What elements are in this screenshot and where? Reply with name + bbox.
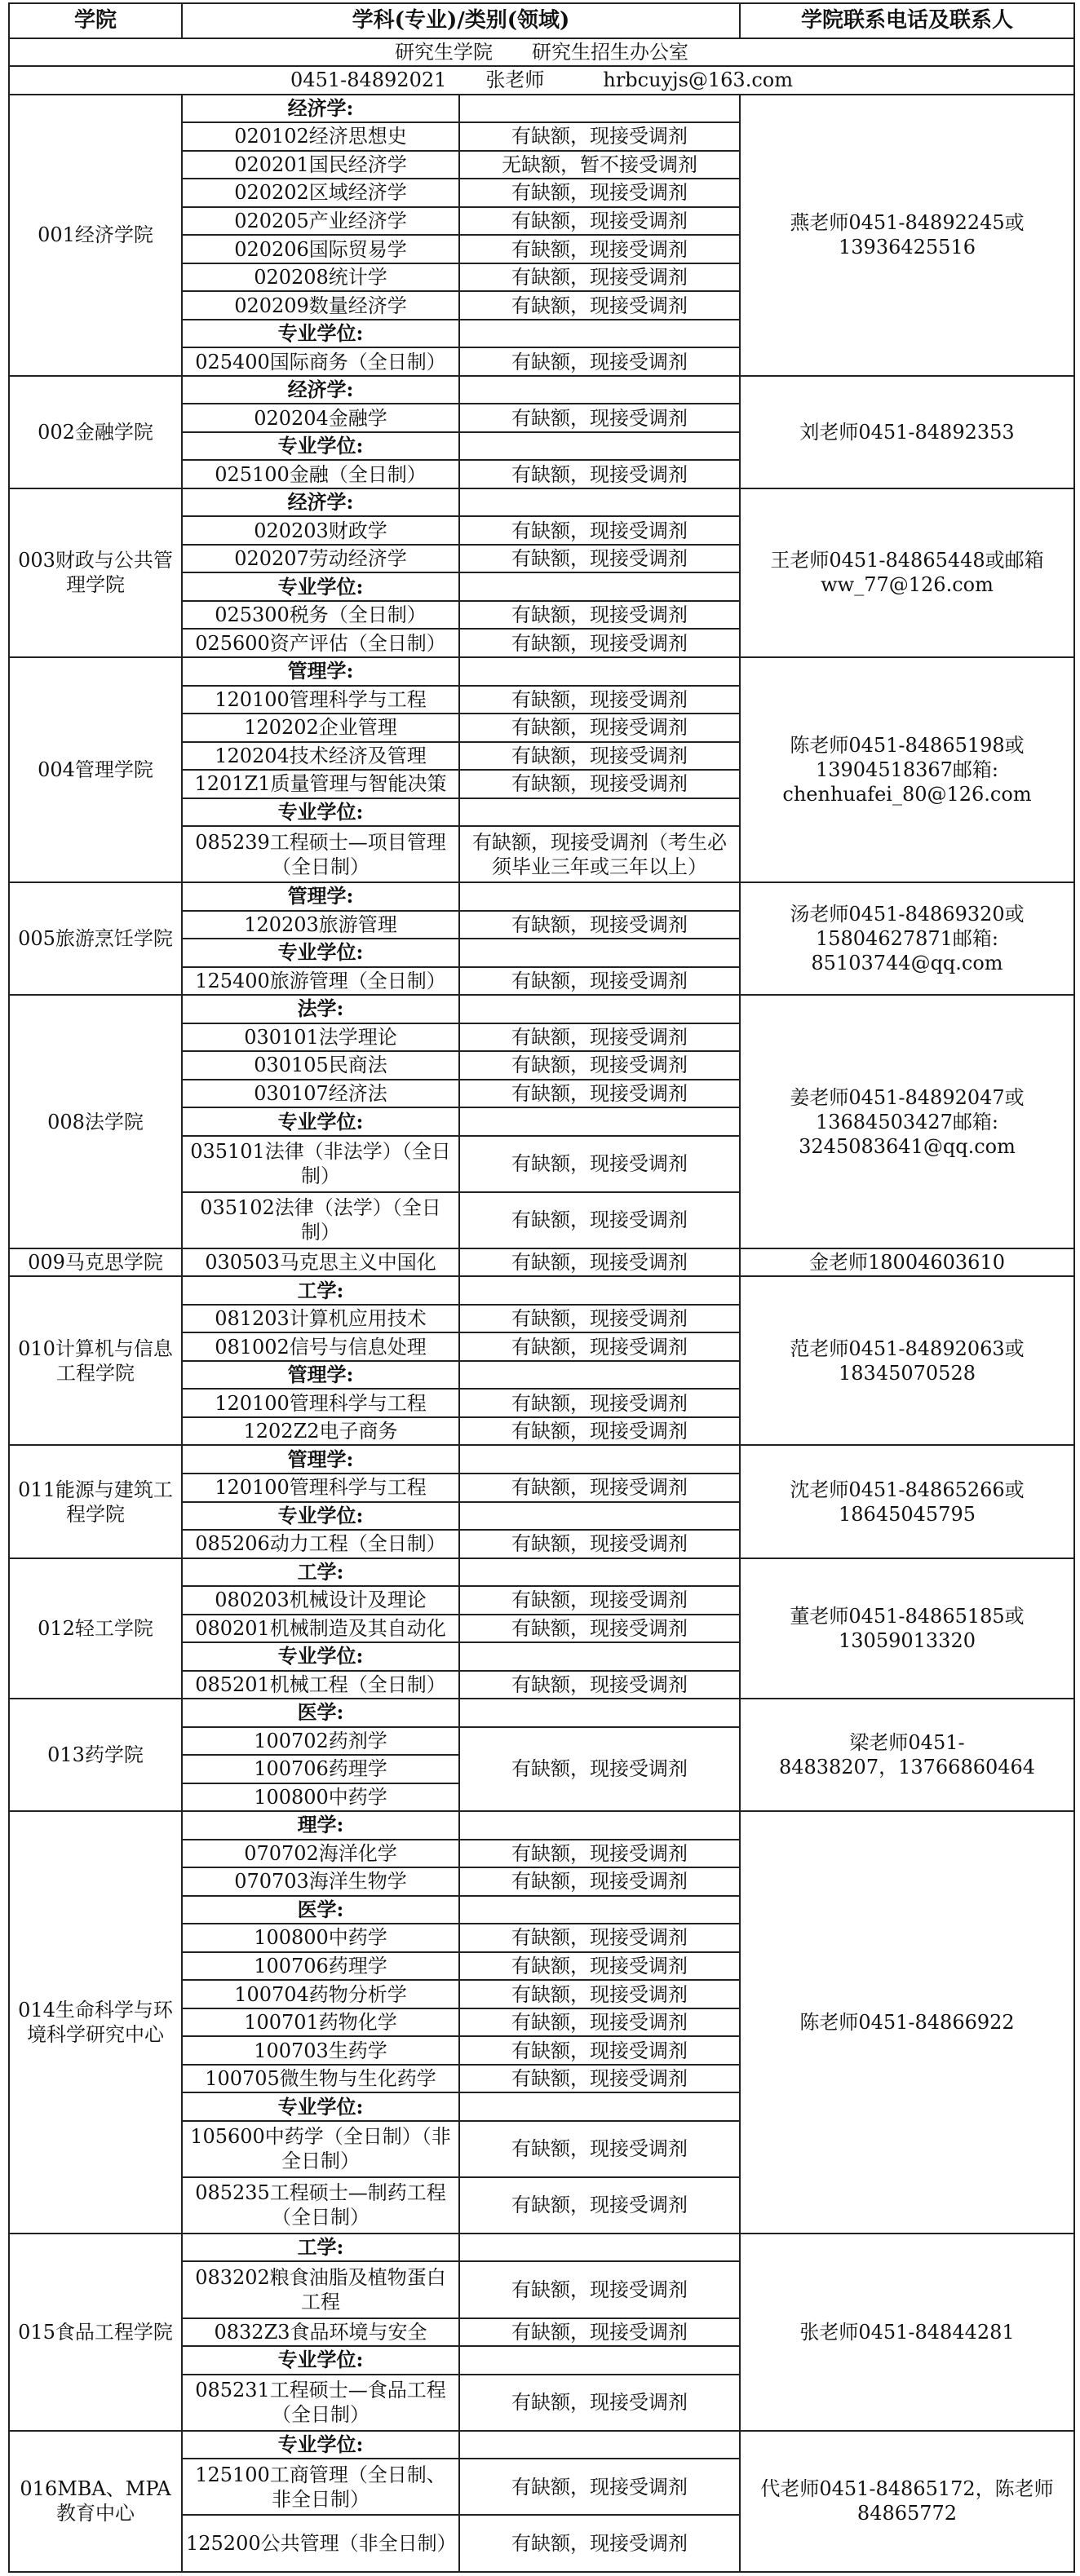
status-cell: 有缺额，现接受调剂: [459, 516, 740, 545]
status-cell: 有缺额，现接受调剂: [459, 967, 740, 996]
category-label: 专业学位:: [182, 572, 459, 601]
status-cell: 有缺额，现接受调剂: [459, 1867, 740, 1896]
category-label: 专业学位:: [182, 2431, 459, 2459]
category-label: 专业学位:: [182, 432, 459, 461]
category-label: 工学:: [182, 1276, 459, 1305]
category-label: 医学:: [182, 1896, 459, 1924]
contact-line: 汤老师0451-84869320或: [790, 903, 1025, 926]
status-empty: [459, 1445, 740, 1474]
status-cell: 有缺额，现接受调剂: [459, 1051, 740, 1080]
status-cell: 有缺额，现接受调剂: [459, 179, 740, 207]
program-label: 030101法学理论: [182, 1023, 459, 1052]
status-empty: [459, 657, 740, 686]
program-row: [9, 1248, 1074, 1277]
status-cell: 有缺额，现接受调剂: [459, 1023, 740, 1052]
status-cell: 有缺额，现接受调剂: [459, 2318, 740, 2347]
program-label: 120100管理科学与工程: [182, 1389, 459, 1417]
program-label: 1202Z2电子商务: [182, 1417, 459, 1446]
program-label: 030503马克思主义中国化: [182, 1248, 459, 1277]
header-subject: 学科(专业)/类别(领域): [182, 3, 740, 38]
program-label: 100701药物化学: [182, 2008, 459, 2037]
program-label: 085235工程硕士—制药工程（全日制）: [182, 2177, 459, 2234]
program-label: 125100工商管理（全日制、非全日制）: [182, 2459, 459, 2515]
status-cell: 有缺额，现接受调剂: [459, 1080, 740, 1108]
status-cell: 有缺额，现接受调剂: [459, 1980, 740, 2008]
status-cell: 有缺额，现接受调剂: [459, 263, 740, 292]
college-name: 008法学院: [9, 995, 182, 1248]
category-row: [9, 882, 1074, 911]
category-row: [9, 1445, 1074, 1474]
office-row-1: [9, 38, 1074, 67]
contact-info: [740, 1811, 1074, 2234]
status-empty: [459, 376, 740, 404]
status-cell: 有缺额，现接受调剂: [459, 1474, 740, 1502]
contact-info: [740, 2234, 1074, 2431]
status-empty: [459, 95, 740, 123]
contact-line: 沈老师0451-84865266或: [790, 1478, 1025, 1501]
category-label: 工学:: [182, 2234, 459, 2262]
program-label: 105600中药学（全日制）（非全日制）: [182, 2121, 459, 2177]
program-label: 120203旅游管理: [182, 911, 459, 939]
contact-line: 代老师0451-84865172，陈老师: [760, 2477, 1054, 2501]
status-cell: 有缺额，现接受调剂: [459, 404, 740, 432]
program-label: 070703海洋生物学: [182, 1867, 459, 1896]
program-label: 085201机械工程（全日制）: [182, 1671, 459, 1699]
contact-line: 姜老师0451-84892047或: [790, 1085, 1025, 1109]
contact-info: [740, 1699, 1074, 1811]
contact-line: 85103744@qq.com: [811, 952, 1003, 975]
college-name: 004管理学院: [9, 657, 182, 882]
contact-info: [740, 1248, 1074, 1277]
contact-info: [740, 1445, 1074, 1558]
status-empty: [459, 995, 740, 1023]
contact-info: [740, 376, 1074, 488]
status-cell: 有缺额，现接受调剂: [459, 1671, 740, 1699]
program-label: 083202粮食油脂及植物蛋白工程: [182, 2261, 459, 2318]
contact-line: 18645045795: [839, 1502, 976, 1526]
program-label: 125400旅游管理（全日制）: [182, 967, 459, 996]
status-cell: 有缺额，现接受调剂: [459, 1136, 740, 1192]
college-name: 015食品工程学院: [9, 2234, 182, 2431]
status-cell: 有缺额，现接受调剂: [459, 2065, 740, 2093]
college-name: 012轻工学院: [9, 1558, 182, 1699]
contact-line: 范老师0451-84892063或: [790, 1337, 1025, 1360]
category-label: 管理学:: [182, 1361, 459, 1390]
program-label: 120202企业管理: [182, 714, 459, 742]
contact-info: [740, 882, 1074, 995]
status-cell: 有缺额，现接受调剂: [459, 545, 740, 573]
program-label: 020201国民经济学: [182, 151, 459, 179]
program-label: 100800中药学: [182, 1924, 459, 1952]
contact-info: [740, 1558, 1074, 1699]
contact-line: 3245083641@qq.com: [799, 1134, 1016, 1158]
status-cell: 无缺额，暂不接受调剂: [459, 151, 740, 179]
category-label: 理学:: [182, 1811, 459, 1840]
status-cell: 有缺额，现接受调剂: [459, 2261, 740, 2318]
college-name: 005旅游烹饪学院: [9, 882, 182, 995]
program-label: 100704药物分析学: [182, 1980, 459, 2008]
contact-line: 刘老师0451-84892353: [799, 420, 1015, 444]
status-cell: 有缺额，现接受调剂: [459, 1586, 740, 1615]
contact-info: [740, 995, 1074, 1248]
status-cell: 有缺额，现接受调剂: [459, 2008, 740, 2037]
office-row-2: [9, 66, 1074, 95]
college-name: 002金融学院: [9, 376, 182, 488]
category-label: 专业学位:: [182, 939, 459, 967]
status-empty: [459, 939, 740, 967]
status-cell: 有缺额，现接受调剂: [459, 714, 740, 742]
category-label: 专业学位:: [182, 1107, 459, 1136]
program-label: 081002信号与信息处理: [182, 1332, 459, 1361]
program-label: 020208统计学: [182, 263, 459, 292]
category-label: 医学:: [182, 1699, 459, 1727]
program-label: 020205产业经济学: [182, 207, 459, 236]
contact-line: 张老师0451-84844281: [799, 2320, 1015, 2344]
program-label: 120100管理科学与工程: [182, 1474, 459, 1502]
program-label: 100703生药学: [182, 2036, 459, 2065]
status-cell: 有缺额，现接受调剂: [459, 1305, 740, 1333]
status-cell: 有缺额，现接受调剂: [459, 1389, 740, 1417]
status-empty: [459, 1699, 740, 1727]
status-empty: [459, 2431, 740, 2459]
status-empty: [459, 798, 740, 827]
status-empty: [459, 1276, 740, 1305]
status-empty: [459, 320, 740, 348]
status-cell: 有缺额，现接受调剂: [459, 1924, 740, 1952]
category-row: [9, 1811, 1074, 1840]
category-label: 专业学位:: [182, 320, 459, 348]
category-row: [9, 1276, 1074, 1305]
program-label: 085231工程硕士—食品工程（全日制）: [182, 2375, 459, 2431]
category-row: [9, 995, 1074, 1023]
category-row: [9, 95, 1074, 123]
college-name: 011能源与建筑工程学院: [9, 1445, 182, 1558]
category-label: 管理学:: [182, 657, 459, 686]
status-cell: 有缺额，现接受调剂: [459, 235, 740, 263]
status-cell: 有缺额，现接受调剂: [459, 742, 740, 771]
college-name: 014生命科学与环境科学研究中心: [9, 1811, 182, 2234]
program-label: 020209数量经济学: [182, 291, 459, 320]
status-empty: [459, 2346, 740, 2375]
category-label: 管理学:: [182, 1445, 459, 1474]
status-cell: 有缺额，现接受调剂: [459, 1840, 740, 1868]
category-row: [9, 1699, 1074, 1727]
contact-info: [740, 1276, 1074, 1445]
program-label: 025600资产评估（全日制）: [182, 629, 459, 657]
vacancy-table: [8, 2, 1075, 2573]
status-cell: 有缺额，现接受调剂: [459, 601, 740, 630]
college-name: 010计算机与信息工程学院: [9, 1276, 182, 1445]
status-empty: [459, 432, 740, 461]
contact-info: [740, 2431, 1074, 2572]
status-empty: [459, 1502, 740, 1531]
status-cell: 有缺额，现接受调剂: [459, 770, 740, 798]
contact-line: 陈老师0451-84866922: [799, 2011, 1015, 2035]
status-cell: 有缺额，现接受调剂: [459, 2515, 740, 2572]
program-label: 025300税务（全日制）: [182, 601, 459, 630]
program-label: 030105民商法: [182, 1051, 459, 1080]
category-label: 专业学位:: [182, 1502, 459, 1531]
contact-line: 84838207，13766860464: [778, 1756, 1036, 1779]
program-label: 020203财政学: [182, 516, 459, 545]
program-label: 020206国际贸易学: [182, 235, 459, 263]
program-label: 1201Z1质量管理与智能决策: [182, 770, 459, 798]
contact-info: [740, 657, 1074, 882]
program-label: 0832Z3食品环境与安全: [182, 2318, 459, 2347]
program-label: 120100管理科学与工程: [182, 686, 459, 714]
status-cell: 有缺额，现接受调剂: [459, 911, 740, 939]
category-row: [9, 376, 1074, 404]
program-label: 100705微生物与生化药学: [182, 2065, 459, 2093]
status-cell: 有缺额，现接受调剂: [459, 1248, 740, 1277]
contact-line: 陈老师0451-84865198或: [790, 734, 1025, 758]
category-label: 专业学位:: [182, 798, 459, 827]
status-cell: 有缺额，现接受调剂: [459, 629, 740, 657]
status-cell: 有缺额，现接受调剂: [459, 686, 740, 714]
status-cell: 有缺额，现接受调剂: [459, 1332, 740, 1361]
contact-line: 金老师18004603610: [809, 1251, 1005, 1275]
contact-line: 梁老师0451-: [849, 1731, 965, 1755]
office-line-1: 研究生学院 研究生招生办公室: [9, 38, 1074, 67]
header-contact: 学院联系电话及联系人: [740, 3, 1074, 38]
program-label: 025100金融（全日制）: [182, 460, 459, 488]
contact-line: 13684503427邮箱:: [815, 1110, 999, 1133]
status-cell: 有缺额，现接受调剂: [459, 2177, 740, 2234]
category-label: 经济学:: [182, 376, 459, 404]
contact-line: 董老师0451-84865185或: [790, 1604, 1025, 1628]
program-label: 081203计算机应用技术: [182, 1305, 459, 1333]
program-label: 070702海洋化学: [182, 1840, 459, 1868]
category-row: [9, 1558, 1074, 1587]
college-name: 001经济学院: [9, 95, 182, 376]
college-name: 013药学院: [9, 1699, 182, 1811]
status-cell: 有缺额，现接受调剂: [459, 2459, 740, 2515]
contact-line: 15804627871邮箱:: [815, 927, 999, 951]
status-empty: [459, 1361, 740, 1390]
college-name: 016MBA、MPA教育中心: [9, 2431, 182, 2572]
program-label: 025400国际商务（全日制）: [182, 347, 459, 376]
program-label: 100706药理学: [182, 1755, 459, 1783]
header-college: 学院: [9, 3, 182, 38]
program-label: 100706药理学: [182, 1952, 459, 1981]
status-cell: 有缺额，现接受调剂: [459, 460, 740, 488]
status-cell: 有缺额，现接受调剂: [459, 347, 740, 376]
contact-line: 18345070528: [839, 1361, 976, 1385]
program-label: 020102经济思想史: [182, 122, 459, 151]
program-label: 085239工程硕士—项目管理（全日制）: [182, 826, 459, 882]
program-label: 020202区域经济学: [182, 179, 459, 207]
category-label: 专业学位:: [182, 2346, 459, 2375]
contact-line: ww_77@126.com: [821, 573, 994, 597]
status-empty: [459, 2092, 740, 2121]
status-cell: 有缺额，现接受调剂: [459, 1417, 740, 1446]
status-cell: 有缺额，现接受调剂: [459, 1615, 740, 1643]
category-row: [9, 2431, 1074, 2459]
status-empty: [459, 1811, 740, 1840]
status-cell: 有缺额，现接受调剂: [459, 207, 740, 236]
status-empty: [459, 1896, 740, 1924]
contact-line: 84865772: [856, 2502, 958, 2525]
status-empty: [459, 1107, 740, 1136]
program-label: 035101法律（非法学）（全日制）: [182, 1136, 459, 1192]
program-label: 035102法律（法学）（全日制）: [182, 1192, 459, 1248]
college-name: 009马克思学院: [9, 1248, 182, 1277]
category-row: [9, 657, 1074, 686]
contact-line: 13059013320: [839, 1628, 976, 1652]
program-label: 120204技术经济及管理: [182, 742, 459, 771]
contact-line: 燕老师0451-84892245或: [790, 211, 1025, 235]
category-label: 经济学:: [182, 488, 459, 517]
status-cell: 有缺额，现接受调剂（考生必须毕业三年或三年以上）: [459, 826, 740, 882]
category-label: 专业学位:: [182, 2092, 459, 2121]
office-line-2: 0451-84892021 张老师 hrbcuyjs@163.com: [9, 66, 1074, 95]
contact-info: [740, 95, 1074, 376]
program-label: 080201机械制造及其自动化: [182, 1615, 459, 1643]
program-label: 030107经济法: [182, 1080, 459, 1108]
program-label: 020207劳动经济学: [182, 545, 459, 573]
status-empty: [459, 882, 740, 911]
status-cell: 有缺额，现接受调剂: [459, 1192, 740, 1248]
status-cell: 有缺额，现接受调剂: [459, 2036, 740, 2065]
status-merged: 有缺额，现接受调剂: [459, 1727, 740, 1812]
status-empty: [459, 2234, 740, 2262]
contact-info: [740, 488, 1074, 657]
contact-line: 13904518367邮箱:: [815, 758, 999, 782]
category-label: 经济学:: [182, 95, 459, 123]
status-cell: 有缺额，现接受调剂: [459, 2375, 740, 2431]
category-label: 管理学:: [182, 882, 459, 911]
category-row: [9, 2234, 1074, 2262]
category-label: 法学:: [182, 995, 459, 1023]
status-cell: 有缺额，现接受调剂: [459, 2121, 740, 2177]
program-label: 020204金融学: [182, 404, 459, 432]
contact-line: 王老师0451-84865448或邮箱: [770, 549, 1044, 572]
contact-line: chenhuafei_80@126.com: [782, 783, 1032, 806]
header-row: [9, 3, 1074, 38]
status-cell: 有缺额，现接受调剂: [459, 1952, 740, 1981]
program-label: 080203机械设计及理论: [182, 1586, 459, 1615]
category-label: 工学:: [182, 1558, 459, 1587]
program-label: 100702药剂学: [182, 1727, 459, 1756]
status-empty: [459, 1558, 740, 1587]
contact-line: 13936425516: [839, 236, 976, 259]
college-name: 003财政与公共管理学院: [9, 488, 182, 657]
status-empty: [459, 1642, 740, 1671]
status-cell: 有缺额，现接受调剂: [459, 1530, 740, 1558]
status-cell: 有缺额，现接受调剂: [459, 122, 740, 151]
category-row: [9, 488, 1074, 517]
category-label: 专业学位:: [182, 1642, 459, 1671]
status-cell: 有缺额，现接受调剂: [459, 291, 740, 320]
program-label: 085206动力工程（全日制）: [182, 1530, 459, 1558]
status-empty: [459, 488, 740, 517]
program-label: 100800中药学: [182, 1783, 459, 1812]
status-empty: [459, 572, 740, 601]
program-label: 125200公共管理（非全日制）: [182, 2515, 459, 2572]
